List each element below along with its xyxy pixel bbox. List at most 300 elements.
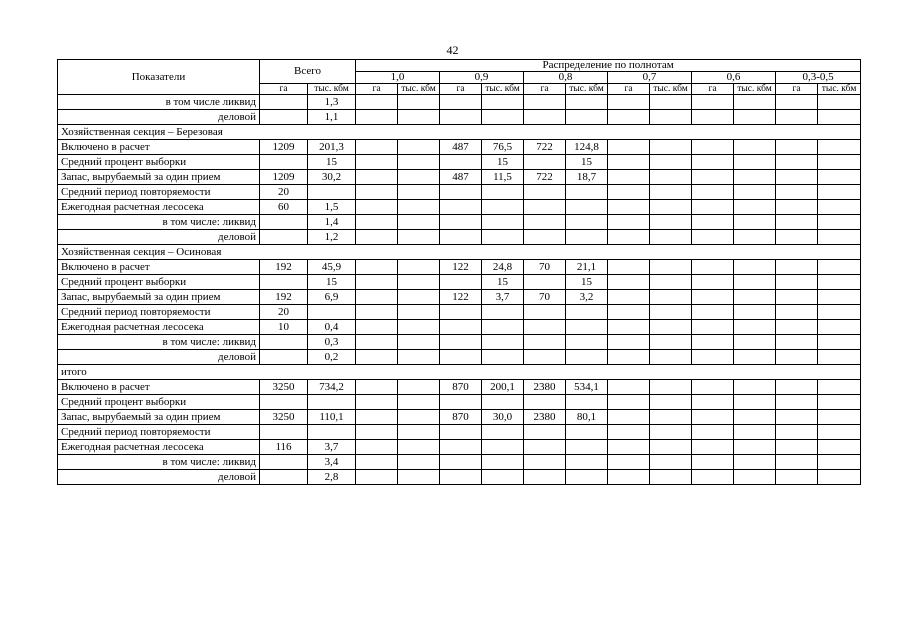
table-row (58, 275, 861, 290)
table-cell (734, 260, 776, 275)
table-cell (734, 425, 776, 440)
table-cell (356, 140, 398, 155)
table-cell (692, 470, 734, 485)
table-cell: 70 (524, 290, 566, 305)
table-cell (398, 320, 440, 335)
table-cell (260, 335, 308, 350)
table-cell: 870 (440, 410, 482, 425)
table-cell (566, 440, 608, 455)
table-cell: 10 (260, 320, 308, 335)
table-cell (650, 110, 692, 125)
table-cell (356, 455, 398, 470)
table-cell (692, 290, 734, 305)
table-cell (818, 335, 861, 350)
table-cell (734, 185, 776, 200)
table-cell: 45,9 (308, 260, 356, 275)
row-label: Средний период повторяемости (58, 305, 260, 320)
table-cell (398, 155, 440, 170)
table-cell (398, 425, 440, 440)
unit-ha-header: га (260, 84, 308, 95)
table-row (58, 305, 861, 320)
unit-tkbm-header: тыс. кбм (308, 84, 356, 95)
table-cell (650, 335, 692, 350)
table-cell (734, 155, 776, 170)
table-cell (356, 110, 398, 125)
table-row (58, 95, 861, 110)
table-cell (692, 95, 734, 110)
table-cell (776, 170, 818, 185)
unit-tkbm-header: тыс. кбм (566, 84, 608, 95)
table-cell (608, 410, 650, 425)
table-cell (608, 185, 650, 200)
row-label: в том числе: ликвид (58, 455, 260, 470)
table-cell (260, 110, 308, 125)
table-cell (608, 395, 650, 410)
table-cell (398, 170, 440, 185)
row-label: Включено в расчет (58, 260, 260, 275)
table-row (58, 230, 861, 245)
table-cell (692, 350, 734, 365)
table-row (58, 290, 861, 305)
table-cell: 15 (482, 155, 524, 170)
table-cell (566, 455, 608, 470)
row-label: Запас, вырубаемый за один прием (58, 410, 260, 425)
table-cell (608, 320, 650, 335)
table-cell (734, 170, 776, 185)
table-cell (356, 395, 398, 410)
table-cell (566, 470, 608, 485)
table-cell (398, 350, 440, 365)
unit-tkbm-header: тыс. кбм (650, 84, 692, 95)
table-row (58, 395, 861, 410)
table-cell (734, 275, 776, 290)
table-cell: 124,8 (566, 140, 608, 155)
table-cell (734, 290, 776, 305)
table-cell: 122 (440, 290, 482, 305)
table-cell (482, 470, 524, 485)
table-cell (608, 350, 650, 365)
table-cell (482, 320, 524, 335)
table-cell (260, 275, 308, 290)
table-cell (650, 305, 692, 320)
table-cell (734, 110, 776, 125)
table-cell (482, 305, 524, 320)
table-cell (818, 155, 861, 170)
row-label: Запас, вырубаемый за один прием (58, 290, 260, 305)
table-cell (818, 320, 861, 335)
table-cell (650, 380, 692, 395)
unit-ha-header: га (440, 84, 482, 95)
table-cell: 15 (308, 155, 356, 170)
table-cell: 0,4 (308, 320, 356, 335)
table-cell: 15 (566, 275, 608, 290)
table-cell (566, 335, 608, 350)
table-cell (566, 305, 608, 320)
table-cell (776, 215, 818, 230)
table-cell (818, 200, 861, 215)
table-cell (398, 185, 440, 200)
table-cell (608, 155, 650, 170)
table-cell (818, 110, 861, 125)
table-cell: 15 (482, 275, 524, 290)
table-cell (482, 185, 524, 200)
table-row (58, 155, 861, 170)
table-row (58, 260, 861, 275)
table-cell (818, 290, 861, 305)
unit-tkbm-header: тыс. кбм (482, 84, 524, 95)
table-cell: 20 (260, 305, 308, 320)
table-cell (608, 305, 650, 320)
table-cell: 21,1 (566, 260, 608, 275)
table-cell (734, 230, 776, 245)
table-cell (818, 350, 861, 365)
table-cell (356, 170, 398, 185)
header-distribution: Распределение по полнотам (356, 60, 861, 72)
density-group-header: 0,8 (524, 72, 608, 84)
table-cell: 3250 (260, 380, 308, 395)
table-cell: 76,5 (482, 140, 524, 155)
table-cell (524, 470, 566, 485)
table-cell: 24,8 (482, 260, 524, 275)
table-cell (482, 200, 524, 215)
table-cell (260, 95, 308, 110)
table-cell (524, 425, 566, 440)
table-cell (524, 455, 566, 470)
table-cell: 487 (440, 170, 482, 185)
table-cell (650, 290, 692, 305)
table-cell (734, 350, 776, 365)
row-label: Включено в расчет (58, 380, 260, 395)
table-cell (692, 110, 734, 125)
table-cell (356, 425, 398, 440)
table-cell (650, 95, 692, 110)
table-cell: 3,7 (308, 440, 356, 455)
table-cell (440, 425, 482, 440)
table-cell (482, 110, 524, 125)
table-cell (776, 230, 818, 245)
table-cell (818, 140, 861, 155)
unit-ha-header: га (692, 84, 734, 95)
row-label: в том числе ликвид (58, 95, 260, 110)
table-cell (482, 455, 524, 470)
table-cell (692, 440, 734, 455)
table-cell (482, 425, 524, 440)
section-title: Хозяйственная секция – Осиновая (58, 245, 861, 260)
table-cell (566, 185, 608, 200)
row-label: Средний процент выборки (58, 395, 260, 410)
table-cell (818, 470, 861, 485)
table-cell (692, 320, 734, 335)
table-cell (260, 425, 308, 440)
table-cell (650, 410, 692, 425)
table-cell (398, 200, 440, 215)
table-cell: 487 (440, 140, 482, 155)
table-cell (734, 305, 776, 320)
table-cell (524, 320, 566, 335)
unit-ha-header: га (776, 84, 818, 95)
row-label: Средний период повторяемости (58, 425, 260, 440)
table-cell (776, 425, 818, 440)
table-cell (566, 395, 608, 410)
table-row (58, 455, 861, 470)
table-cell (608, 290, 650, 305)
table-cell (308, 305, 356, 320)
table-cell: 534,1 (566, 380, 608, 395)
table-cell: 70 (524, 260, 566, 275)
density-group-header: 0,7 (608, 72, 692, 84)
table-cell (524, 155, 566, 170)
table-cell (608, 455, 650, 470)
table-cell (482, 230, 524, 245)
table-cell (524, 350, 566, 365)
row-label: в том числе: ликвид (58, 215, 260, 230)
table-cell (650, 395, 692, 410)
table-cell: 122 (440, 260, 482, 275)
table-row (58, 170, 861, 185)
table-cell (308, 395, 356, 410)
table-cell (356, 95, 398, 110)
table-cell (440, 395, 482, 410)
table-cell (650, 440, 692, 455)
table-row (58, 425, 861, 440)
table-cell (650, 170, 692, 185)
table-cell (608, 335, 650, 350)
table-cell: 3,2 (566, 290, 608, 305)
table-cell (692, 410, 734, 425)
table-cell (608, 425, 650, 440)
density-group-header: 0,9 (440, 72, 524, 84)
table-cell: 30,0 (482, 410, 524, 425)
table-cell: 200,1 (482, 380, 524, 395)
table-row (58, 185, 861, 200)
table-cell (608, 140, 650, 155)
table-cell (524, 95, 566, 110)
table-cell (260, 470, 308, 485)
table-cell (650, 455, 692, 470)
table-cell (398, 335, 440, 350)
table-cell: 15 (308, 275, 356, 290)
table-cell (776, 260, 818, 275)
table-cell (356, 230, 398, 245)
table-cell (260, 350, 308, 365)
table-cell (398, 140, 440, 155)
table-cell (650, 200, 692, 215)
page-number: 42 (446, 43, 459, 57)
table-cell (608, 170, 650, 185)
table-cell (692, 260, 734, 275)
table-cell (524, 335, 566, 350)
row-label: в том числе: ликвид (58, 335, 260, 350)
table-cell (440, 275, 482, 290)
table-cell (692, 155, 734, 170)
table-cell (608, 260, 650, 275)
table-cell (566, 320, 608, 335)
table-cell: 116 (260, 440, 308, 455)
table-cell (650, 320, 692, 335)
table-row (58, 110, 861, 125)
table-cell (440, 335, 482, 350)
table-cell: 201,3 (308, 140, 356, 155)
table-cell: 15 (566, 155, 608, 170)
table-cell (776, 95, 818, 110)
table-cell (776, 185, 818, 200)
table-cell: 2380 (524, 380, 566, 395)
table-cell (356, 215, 398, 230)
table-cell (440, 95, 482, 110)
table-cell (734, 440, 776, 455)
table-cell (398, 395, 440, 410)
table-cell (566, 350, 608, 365)
table-cell (260, 395, 308, 410)
table-cell (608, 215, 650, 230)
table-cell (818, 440, 861, 455)
table-cell (398, 410, 440, 425)
row-label: Ежегодная расчетная лесосека (58, 440, 260, 455)
table-cell (398, 95, 440, 110)
density-group-header: 0,3-0,5 (776, 72, 861, 84)
table-cell (776, 110, 818, 125)
table-cell (356, 410, 398, 425)
table-cell (650, 230, 692, 245)
table-cell (818, 95, 861, 110)
table-cell (608, 95, 650, 110)
table-cell (818, 230, 861, 245)
table-cell (692, 380, 734, 395)
unit-ha-header: га (608, 84, 650, 95)
table-cell (482, 335, 524, 350)
table-cell (440, 110, 482, 125)
table-cell (776, 455, 818, 470)
header-indicators: Показатели (58, 60, 260, 95)
table-cell (692, 275, 734, 290)
table-cell: 734,2 (308, 380, 356, 395)
table-cell (356, 470, 398, 485)
table-cell (440, 305, 482, 320)
table-cell (734, 200, 776, 215)
row-label: Средний период повторяемости (58, 185, 260, 200)
density-group-header: 1,0 (356, 72, 440, 84)
row-label: Средний процент выборки (58, 275, 260, 290)
table-cell (398, 305, 440, 320)
table-cell (524, 440, 566, 455)
table-cell (692, 140, 734, 155)
table-cell (776, 470, 818, 485)
table-cell (440, 230, 482, 245)
table-cell (566, 230, 608, 245)
table-row (58, 350, 861, 365)
table-cell: 11,5 (482, 170, 524, 185)
table-cell (650, 185, 692, 200)
table-cell (356, 380, 398, 395)
section-title: Хозяйственная секция – Березовая (58, 125, 861, 140)
table-cell: 3250 (260, 410, 308, 425)
table-cell: 1,2 (308, 230, 356, 245)
row-label: деловой (58, 350, 260, 365)
table-cell (398, 440, 440, 455)
table-cell (260, 455, 308, 470)
table-row (58, 200, 861, 215)
table-cell (818, 260, 861, 275)
table-cell (356, 290, 398, 305)
table-cell (260, 230, 308, 245)
table-cell (776, 335, 818, 350)
table-cell (776, 305, 818, 320)
table-cell: 192 (260, 260, 308, 275)
table-cell (692, 185, 734, 200)
table-cell (776, 275, 818, 290)
row-label: Средний процент выборки (58, 155, 260, 170)
table-cell (356, 260, 398, 275)
table-cell: 60 (260, 200, 308, 215)
section-row (58, 125, 861, 140)
table-cell (734, 395, 776, 410)
table-cell (776, 140, 818, 155)
table-cell (482, 440, 524, 455)
table-cell (608, 200, 650, 215)
table-row (58, 320, 861, 335)
table-cell: 1,3 (308, 95, 356, 110)
table-cell (734, 215, 776, 230)
table-cell (650, 350, 692, 365)
table-cell (734, 95, 776, 110)
table-cell (776, 380, 818, 395)
table-cell (356, 440, 398, 455)
table-cell (818, 395, 861, 410)
table-row (58, 335, 861, 350)
section-row (58, 245, 861, 260)
table-cell (566, 95, 608, 110)
table-cell (734, 335, 776, 350)
table-cell (566, 425, 608, 440)
table-cell: 2,8 (308, 470, 356, 485)
table-cell (608, 275, 650, 290)
table-cell (776, 350, 818, 365)
table-row (58, 215, 861, 230)
table-cell (356, 275, 398, 290)
section-row (58, 365, 861, 380)
table-cell (398, 275, 440, 290)
table-cell (440, 155, 482, 170)
table-cell: 6,9 (308, 290, 356, 305)
table-cell (308, 425, 356, 440)
table-cell: 0,2 (308, 350, 356, 365)
table-cell (734, 140, 776, 155)
row-label: Ежегодная расчетная лесосека (58, 200, 260, 215)
row-label: Ежегодная расчетная лесосека (58, 320, 260, 335)
table-cell (308, 185, 356, 200)
unit-tkbm-header: тыс. кбм (398, 84, 440, 95)
table-cell (650, 425, 692, 440)
table-cell (650, 470, 692, 485)
table-cell (818, 305, 861, 320)
table-row (58, 140, 861, 155)
table-cell (524, 395, 566, 410)
table-cell (524, 275, 566, 290)
table-cell (734, 470, 776, 485)
table-cell (440, 200, 482, 215)
row-label: Запас, вырубаемый за один прием (58, 170, 260, 185)
density-group-header: 0,6 (692, 72, 776, 84)
table-cell (356, 350, 398, 365)
table-cell (398, 110, 440, 125)
table-cell (734, 455, 776, 470)
table-cell (818, 185, 861, 200)
table-cell (818, 425, 861, 440)
table-cell (650, 215, 692, 230)
table-row (58, 440, 861, 455)
table-cell (818, 170, 861, 185)
forest-data-table (57, 59, 861, 485)
